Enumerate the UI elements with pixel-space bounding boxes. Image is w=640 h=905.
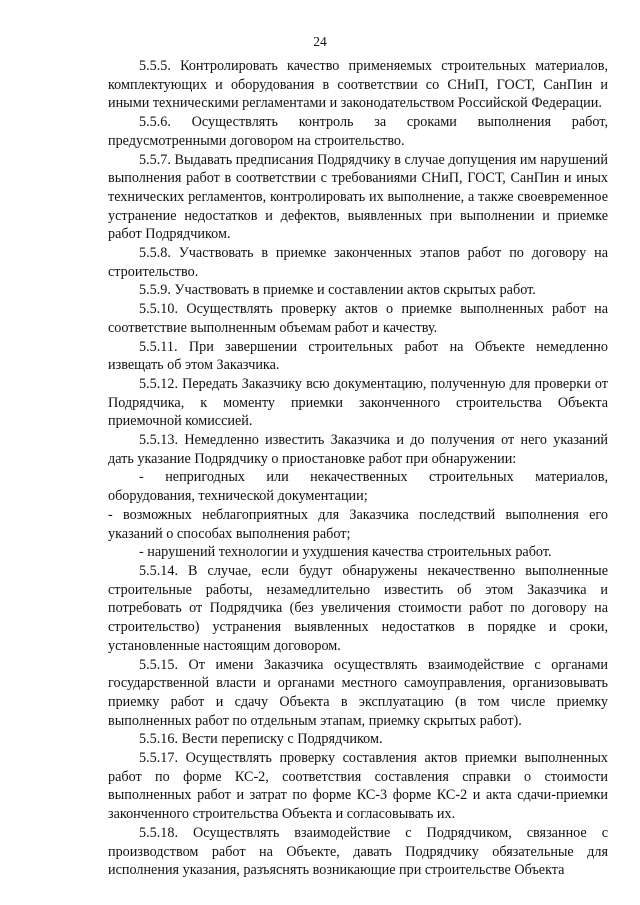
list-item-technology: - нарушений технологии и ухудшения качества строительных работ. (139, 544, 552, 561)
list-item-materials: - непригодных или некачественных строительных материалов, оборудования, технической документации; (108, 469, 608, 505)
paragraph-5-5-6: 5.5.6. Осуществлять контроль за сроками выполнения работ, предусмотренными договором на строительство. (108, 114, 608, 149)
paragraph-5-5-17: 5.5.17. Осуществлять проверку составления актов приемки выполненных работ по форме КС-2, соответствия составления справки о стоимости выполненных работ и затрат по форме КС-3 форме КС-2 и акта сдачи-приемки законченного строительства Объекта и согласовывать их. (108, 750, 608, 823)
document-body (108, 57, 608, 880)
paragraph-5-5-8: 5.5.8. Участвовать в приемке законченных этапов работ по договору на строительство. (108, 245, 608, 280)
paragraph-5-5-16: 5.5.16. Вести переписку с Подрядчиком. (139, 731, 383, 748)
page-number: 24 (313, 34, 327, 49)
paragraph-5-5-12: 5.5.12. Передать Заказчику всю документацию, полученную для проверки от Подрядчика, к моменту приемки законченного строительства Объекта приемочной комиссией. (108, 375, 608, 430)
paragraph-5-5-7: 5.5.7. Выдавать предписания Подрядчику в случае допущения им нарушений выполнения работ в соответствии с требованиями СНиП, ГОСТ, СанПин и иных технических регламентов, контролировать их выполнение, а также своевременное устранение недостатков и дефектов, выявленных при выполнении и приемке работ Подрядчиком. (108, 151, 608, 243)
paragraph-5-5-15: 5.5.15. От имени Заказчика осуществлять взаимодействие с органами государственной власти и органами местного самоуправления, организовывать приемку работ и сдачу Объекта в эксплуатацию (в том числе приемку выполненных работ по отдельным этапам, приемку скрытых работ). (108, 656, 608, 729)
paragraph-5-5-11: 5.5.11. При завершении строительных работ на Объекте немедленно извещать об этом Заказчика. (108, 338, 608, 374)
paragraph-5-5-14: 5.5.14. В случае, если будут обнаружены некачественно выполненные строительные работы, незамедлительно известить об этом Заказчика и потребовать от Подрядчика (без увеличения стоимости работ по договору на строительство) устранения выявленных недостатков в порядке и сроки, установленные настоящим договором. (108, 562, 608, 654)
list-item-consequences: - возможных неблагоприятных для Заказчика последствий выполнения его указаний о способах выполнения работ; (108, 506, 608, 542)
paragraph-5-5-13: 5.5.13. Немедленно известить Заказчика и до получения от него указаний дать указание Подрядчику о приостановке работ при обнаружении: (108, 432, 608, 467)
paragraph-5-5-9: 5.5.9. Участвовать в приемке и составлении актов скрытых работ. (139, 282, 536, 299)
paragraph-5-5-18: 5.5.18. Осуществлять взаимодействие с Подрядчиком, связанное с производством работ на Объекте, давать Подрядчику обязательные для исполнения указания, разъяснять возникающие при строительстве Объекта (108, 824, 608, 879)
paragraph-5-5-10: 5.5.10. Осуществлять проверку актов о приемке выполненных работ на соответствие выполненным объемам работ и качеству. (108, 301, 608, 336)
paragraph-5-5-5: 5.5.5. Контролировать качество применяемых строительных материалов, комплектующих и оборудования в соответствии со СНиП, ГОСТ, СанПин и иными техническими регламентами и законодательством Российской Федерации. (108, 58, 608, 112)
